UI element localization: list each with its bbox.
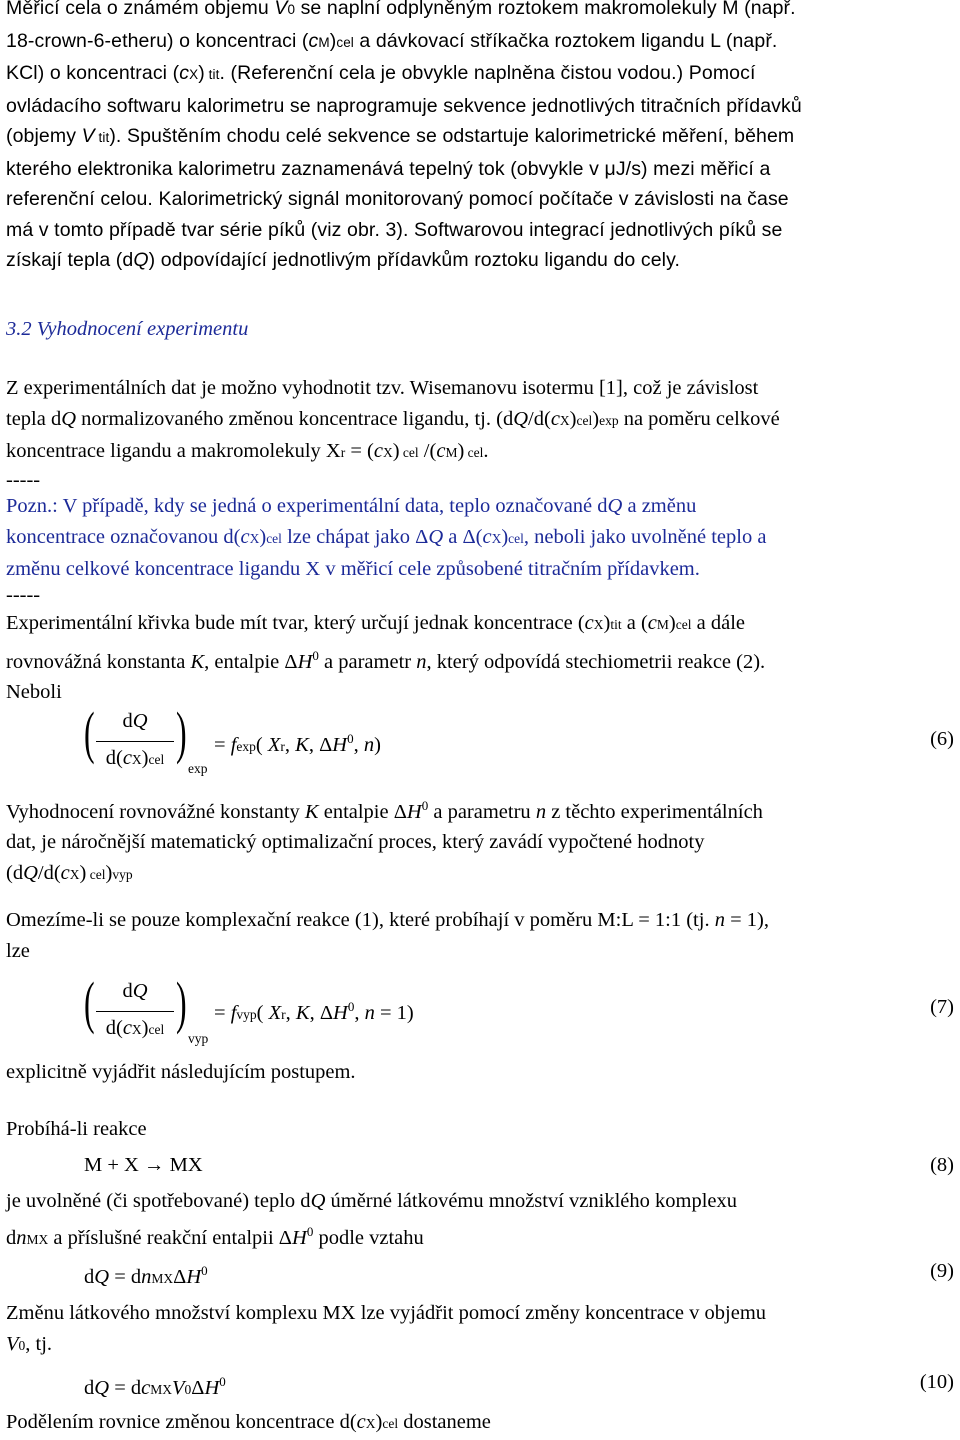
paragraph-wiseman [6, 373, 954, 469]
eq7-rhs: = fvyp( Xr, K, $\Delta H^0$, n = 1) [214, 999, 414, 1024]
para1-line-8: má v tomto případě tvar série píků (viz obr. 3). Softwarovou integrací jednotlivých píků se [6, 218, 783, 241]
para1-line-9: získají tepla (dQ) odpovídající jednotlivým přídavkům roztoku ligandu do cely. [6, 249, 681, 271]
eq6-number: (6) [930, 728, 954, 750]
eq6-left-paren: ( [84, 700, 95, 765]
paragraph-volume [6, 1298, 954, 1361]
section-heading: 3.2 Vyhodnocení experimentu [6, 318, 249, 340]
eq10-number: (10) [919, 1371, 954, 1393]
eq7-number: (7) [930, 996, 954, 1018]
para2-line-3: koncentrace ligandu a makromolekuly Xr = (cX) cel /(cM) cel. [6, 440, 489, 462]
para1-line-6: kterého elektronika kalorimetru zaznamenává tepelný tok (obvykle v μJ/s) mezi měřicí a [6, 157, 771, 180]
eq7-right-paren: ) [176, 970, 187, 1035]
eq8-number: (8) [930, 1154, 954, 1176]
para1-line-4: ovládacího softwaru kalorimetru se naprogramuje sekvence jednotlivých titračních přídavků [6, 94, 802, 117]
eq6-outer-subscript: exp [188, 761, 208, 776]
paragraph-division: Podělením rovnice změnou koncentrace d(cX)cel dostaneme [6, 1411, 491, 1433]
eq9-number: (9) [930, 1260, 954, 1282]
equation-7 [0, 970, 960, 1046]
note-line-2: koncentrace označovanou d(cX)cel lze chápat jako ΔQ a Δ(cX)cel, neboli jako uvolněné teplo a [6, 525, 767, 548]
para3-line-2: rovnovážná konstanta K, entalpie $\Delta H^0$ a parametr n, který odpovídá stechiometrii reakce (2). [6, 647, 766, 673]
para1-line-7: referenční celou. Kalorimetrický signál monitorovaný pomocí počítače v závislosti na čase [6, 188, 789, 210]
para8-line-1: je uvolněné (či spotřebované) teplo dQ úměrné látkovému množství vzniklého komplexu [6, 1190, 737, 1212]
para4-line-2: dat, je náročnější matematický optimalizační proces, který zavádí vypočtené hodnoty [6, 831, 705, 854]
eq6-numerator: dQ [122, 710, 148, 732]
paragraph-restriction [6, 905, 954, 966]
eq7-numerator: dQ [122, 980, 148, 1002]
paragraph-curve [6, 608, 954, 707]
equation-10 [0, 1367, 960, 1399]
eq9-expression: dQ = dnMXΔH$^0$ [84, 1263, 208, 1288]
separator-2: ----- [6, 584, 41, 606]
equation-6 [0, 700, 960, 776]
equation-8 [0, 1150, 960, 1182]
para3-line-3: Neboli [6, 680, 62, 703]
para9-line-2: V0, tj. [6, 1332, 53, 1355]
para9-line-1: Změnu látkového množství komplexu MX lze vyjádřit pomocí změny koncentrace v objemu [6, 1302, 767, 1324]
para8-line-2: dnMX a příslušné reakční entalpii $\Delta H^0$ podle vztahu [6, 1223, 424, 1249]
eq7-outer-subscript: vyp [188, 1031, 209, 1046]
para4-line-1: Vyhodnocení rovnovážné konstanty K entalpie $\Delta H^0$ a parametru n z těchto experimentálních [6, 798, 763, 823]
eq10-expression: dQ = $dcMXV0\Delta H^0$ [84, 1374, 226, 1399]
para5-line-1: Omezíme-li se pouze komplexační reakce (1), které probíhají v poměru M:L = 1:1 (tj. n = 1), [6, 909, 769, 931]
para1-line-3: KCl) o koncentraci (cX) tit. (Referenční cela je obvykle naplněna čistou vodou.) Pomocí [6, 62, 756, 84]
para2-line-2: tepla dQ normalizovaného změnou koncentrace ligandu, tj. (dQ/d(cX)cel)exp na poměru celkové [6, 407, 780, 430]
paragraph-explicit: explicitně vyjádřit následujícím postupem. [6, 1061, 356, 1083]
eq6-right-paren: ) [176, 700, 187, 765]
para3-line-1: Experimentální křivka bude mít tvar, který určují jednak koncentrace (cX)tit a (cM)cel a dále [6, 612, 745, 634]
para4-line-3: (dQ/d(cX) cel)vyp [6, 861, 133, 884]
note-block [6, 491, 954, 585]
para2-line-1: Z experimentálních dat je možno vyhodnotit tzv. Wisemanovu isotermu [1], což je závislost [6, 377, 759, 399]
paragraph-heat [6, 1186, 954, 1255]
eq8-expression: M + X → MX [84, 1154, 203, 1176]
eq6-rhs: = fexp( Xr, K, $\Delta H^0$, n) [214, 731, 381, 756]
equation-9 [0, 1256, 960, 1288]
para1-line-2: 18-crown-6-etheru) o koncentraci (cM)cel a dávkovací stříkačka roztokem ligandu L (např. [6, 29, 778, 52]
eq6-denominator: d(cX)cel [105, 747, 165, 769]
note-line-3: změnu celkové koncentrace ligandu X v měřicí cele způsobené titračním přídavkem. [6, 558, 700, 580]
paragraph-intro [6, 0, 954, 276]
para1-line-1: Měřicí cela o známém objemu V0 se naplní odplyněným roztokem makromolekuly M (např. [6, 0, 796, 19]
para5-line-2: lze [6, 939, 30, 962]
paragraph-evaluation [6, 791, 954, 890]
eq7-left-paren: ( [84, 970, 95, 1035]
eq7-denominator: d(cX)cel [105, 1017, 165, 1039]
paragraph-reaction-intro: Probíhá-li reakce [6, 1118, 147, 1140]
note-line-1: Pozn.: V případě, kdy se jedná o experimentální data, teplo označované dQ a změnu [6, 495, 697, 517]
separator-1: ----- [6, 469, 41, 491]
para1-line-5: (objemy V tit). Spuštěním chodu celé sekvence se odstartuje kalorimetrické měření, během [6, 125, 795, 147]
